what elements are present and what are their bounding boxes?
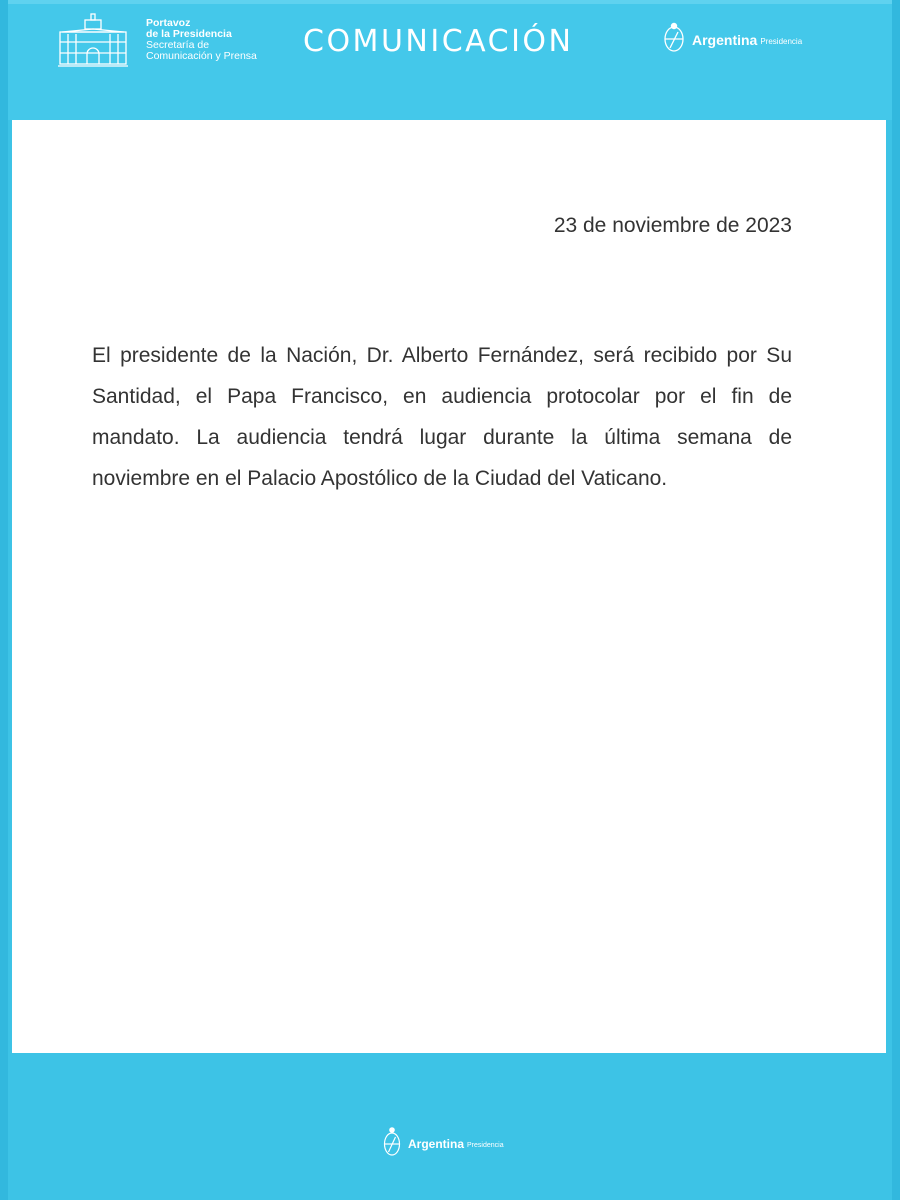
portavoz-brand — [56, 12, 257, 68]
casa-rosada-icon — [56, 12, 130, 68]
header-top-strip — [8, 0, 892, 4]
footer-logo-sub: Presidencia — [467, 1142, 504, 1149]
brand-line-3: Secretaría de — [146, 39, 210, 51]
brand-line-4: Comunicación y Prensa — [146, 50, 257, 62]
letterhead — [8, 0, 892, 120]
press-release-document — [12, 120, 886, 1053]
argentina-coat-of-arms-icon — [662, 20, 686, 59]
brand-line-2: de la Presidencia — [146, 28, 232, 40]
page-title: COMUNICACIÓN — [303, 24, 574, 59]
footer-argentina-logo — [382, 1124, 504, 1163]
brand-line-1: Portavoz — [146, 17, 191, 29]
argentina-logo — [662, 20, 802, 59]
document-date: 23 de noviembre de 2023 — [553, 214, 792, 237]
frame-right-border — [892, 0, 900, 1200]
logo-sub: Presidencia — [760, 37, 803, 46]
logo-name: Argentina — [692, 31, 758, 48]
frame-left-border — [0, 0, 8, 1200]
document-body: El presidente de la Nación, Dr. Alberto Fernández, será recibido por Su Santidad, el Papa Francisco, en audiencia protocolar por el fin de mandato. La audiencia tendrá lugar durante la última semana de noviembre en el Palacio Apostólico de la Ciudad del Vaticano. — [92, 344, 792, 490]
brand-text-block — [146, 18, 257, 62]
footer-coat-of-arms-icon — [382, 1124, 402, 1163]
footer-logo-name: Argentina — [408, 1136, 465, 1151]
